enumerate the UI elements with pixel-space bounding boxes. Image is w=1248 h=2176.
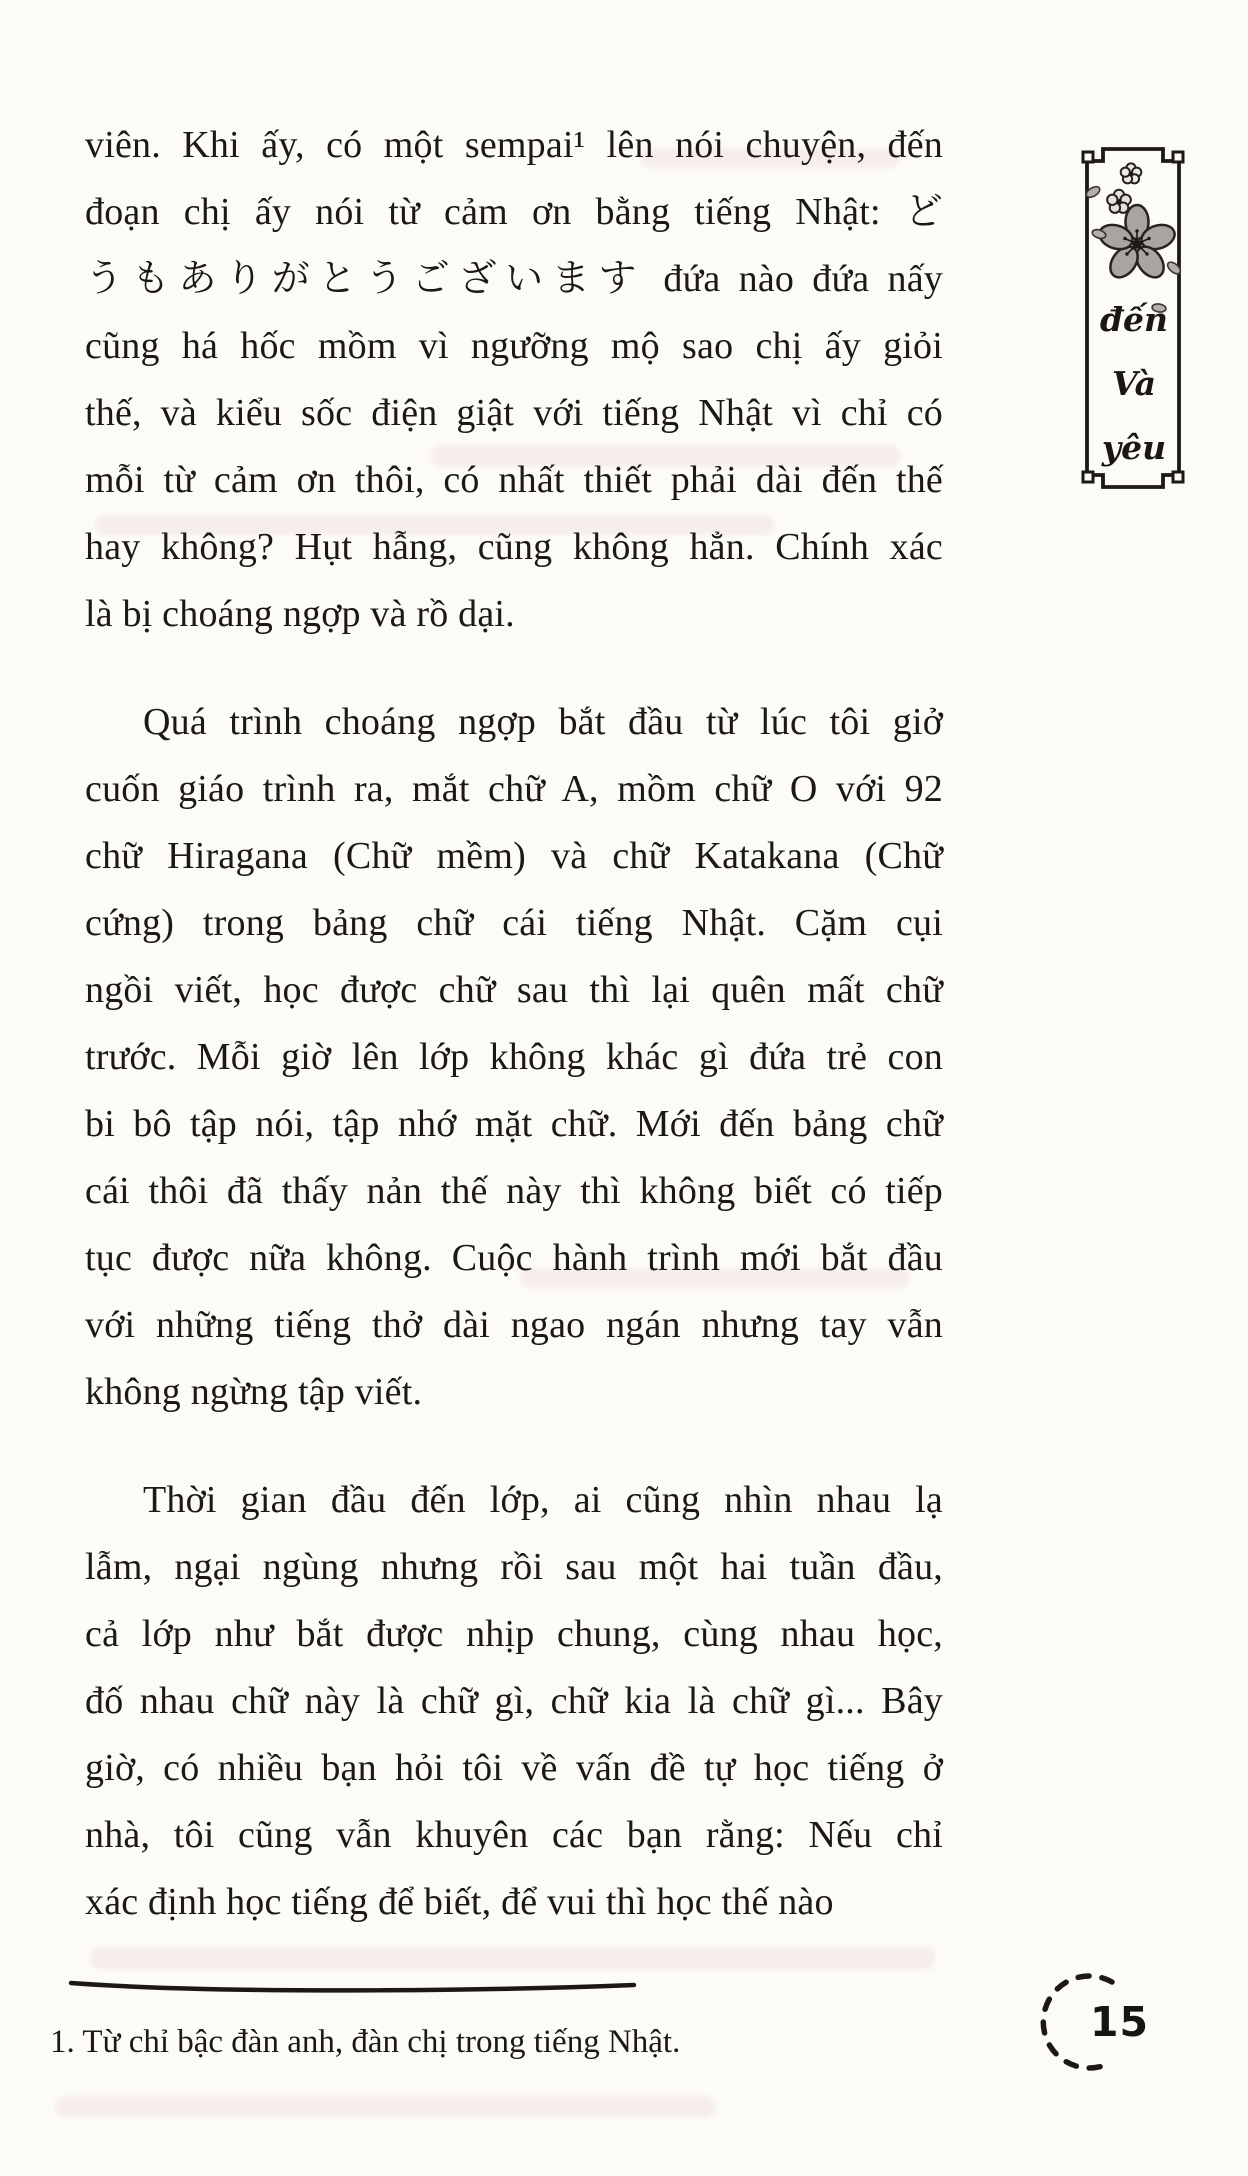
paragraph bbox=[85, 112, 943, 648]
text-line: うもありがとうございます đứa nào đứa nấy bbox=[85, 258, 943, 300]
footnote-rule bbox=[68, 1978, 640, 1998]
text-line: nhà, tôi cũng vẫn khuyên các bạn rằng: Nếu chỉ bbox=[85, 1814, 943, 1856]
text-line: mỗi từ cảm ơn thôi, có nhất thiết phải dài đến thế bbox=[85, 459, 943, 501]
cartouche-word: Và bbox=[1112, 364, 1156, 403]
text-line: cuốn giáo trình ra, mắt chữ A, mồm chữ O với 92 bbox=[85, 768, 943, 810]
text-line: tục được nữa không. Cuộc hành trình mới bắt đầu bbox=[85, 1237, 943, 1279]
text-line: là bị choáng ngợp và rồ dại. bbox=[85, 593, 515, 635]
paragraph bbox=[85, 1467, 943, 1936]
text-line: viên. Khi ấy, có một sempai¹ lên nói chuyện, đến bbox=[85, 124, 943, 166]
text-line: cả lớp như bắt được nhịp chung, cùng nhau học, bbox=[85, 1613, 943, 1655]
text-line: không ngừng tập viết. bbox=[85, 1371, 423, 1413]
page-number: 15 bbox=[1090, 1998, 1150, 2046]
ink-bleed-smudge bbox=[55, 2096, 715, 2118]
body-text bbox=[85, 112, 943, 1936]
text-line: bi bô tập nói, tập nhớ mặt chữ. Mới đến bảng chữ bbox=[85, 1103, 943, 1145]
cartouche-word: đến bbox=[1099, 300, 1169, 339]
text-line: giờ, có nhiều bạn hỏi tôi về vấn đề tự học tiếng ở bbox=[85, 1747, 943, 1789]
text-line: xác định học tiếng để biết, để vui thì học thế nào bbox=[85, 1881, 834, 1923]
chapter-title-cartouche bbox=[1075, 140, 1193, 500]
sakura-flower-icon bbox=[1096, 205, 1177, 283]
text-line: cái thôi đã thấy nản thế này thì không biết có tiếp bbox=[85, 1170, 943, 1212]
text-line: chữ Hiragana (Chữ mềm) và chữ Katakana (Chữ bbox=[85, 835, 943, 877]
text-line: đoạn chị ấy nói từ cảm ơn bằng tiếng Nhật: ど bbox=[85, 191, 943, 233]
text-line: cứng) trong bảng chữ cái tiếng Nhật. Cặm cụi bbox=[85, 902, 943, 944]
text-line: đố nhau chữ này là chữ gì, chữ kia là chữ gì... Bây bbox=[85, 1680, 943, 1722]
text-line: Thời gian đầu đến lớp, ai cũng nhìn nhau lạ bbox=[143, 1479, 943, 1521]
cartouche-word: yêu bbox=[1101, 428, 1167, 467]
text-line: hay không? Hụt hẫng, cũng không hẳn. Chính xác bbox=[85, 526, 943, 568]
text-line: ngồi viết, học được chữ sau thì lại quên mất chữ bbox=[85, 969, 943, 1011]
text-line: thế, và kiểu sốc điện giật với tiếng Nhật vì chỉ có bbox=[85, 392, 943, 434]
text-line: với những tiếng thở dài ngao ngán nhưng tay vẫn bbox=[85, 1304, 943, 1346]
ink-bleed-smudge bbox=[90, 1946, 935, 1970]
text-line: trước. Mỗi giờ lên lớp không khác gì đứa trẻ con bbox=[85, 1036, 943, 1078]
text-line: lẫm, ngại ngùng nhưng rồi sau một hai tuần đầu, bbox=[85, 1546, 943, 1588]
footnote-text: 1. Từ chỉ bậc đàn anh, đàn chị trong tiếng Nhật. bbox=[50, 2024, 681, 2060]
text-line: cũng há hốc mồm vì ngưỡng mộ sao chị ấy giỏi bbox=[85, 325, 943, 367]
text-line: Quá trình choáng ngợp bắt đầu từ lúc tôi giở bbox=[143, 701, 943, 743]
paragraph bbox=[85, 689, 943, 1426]
